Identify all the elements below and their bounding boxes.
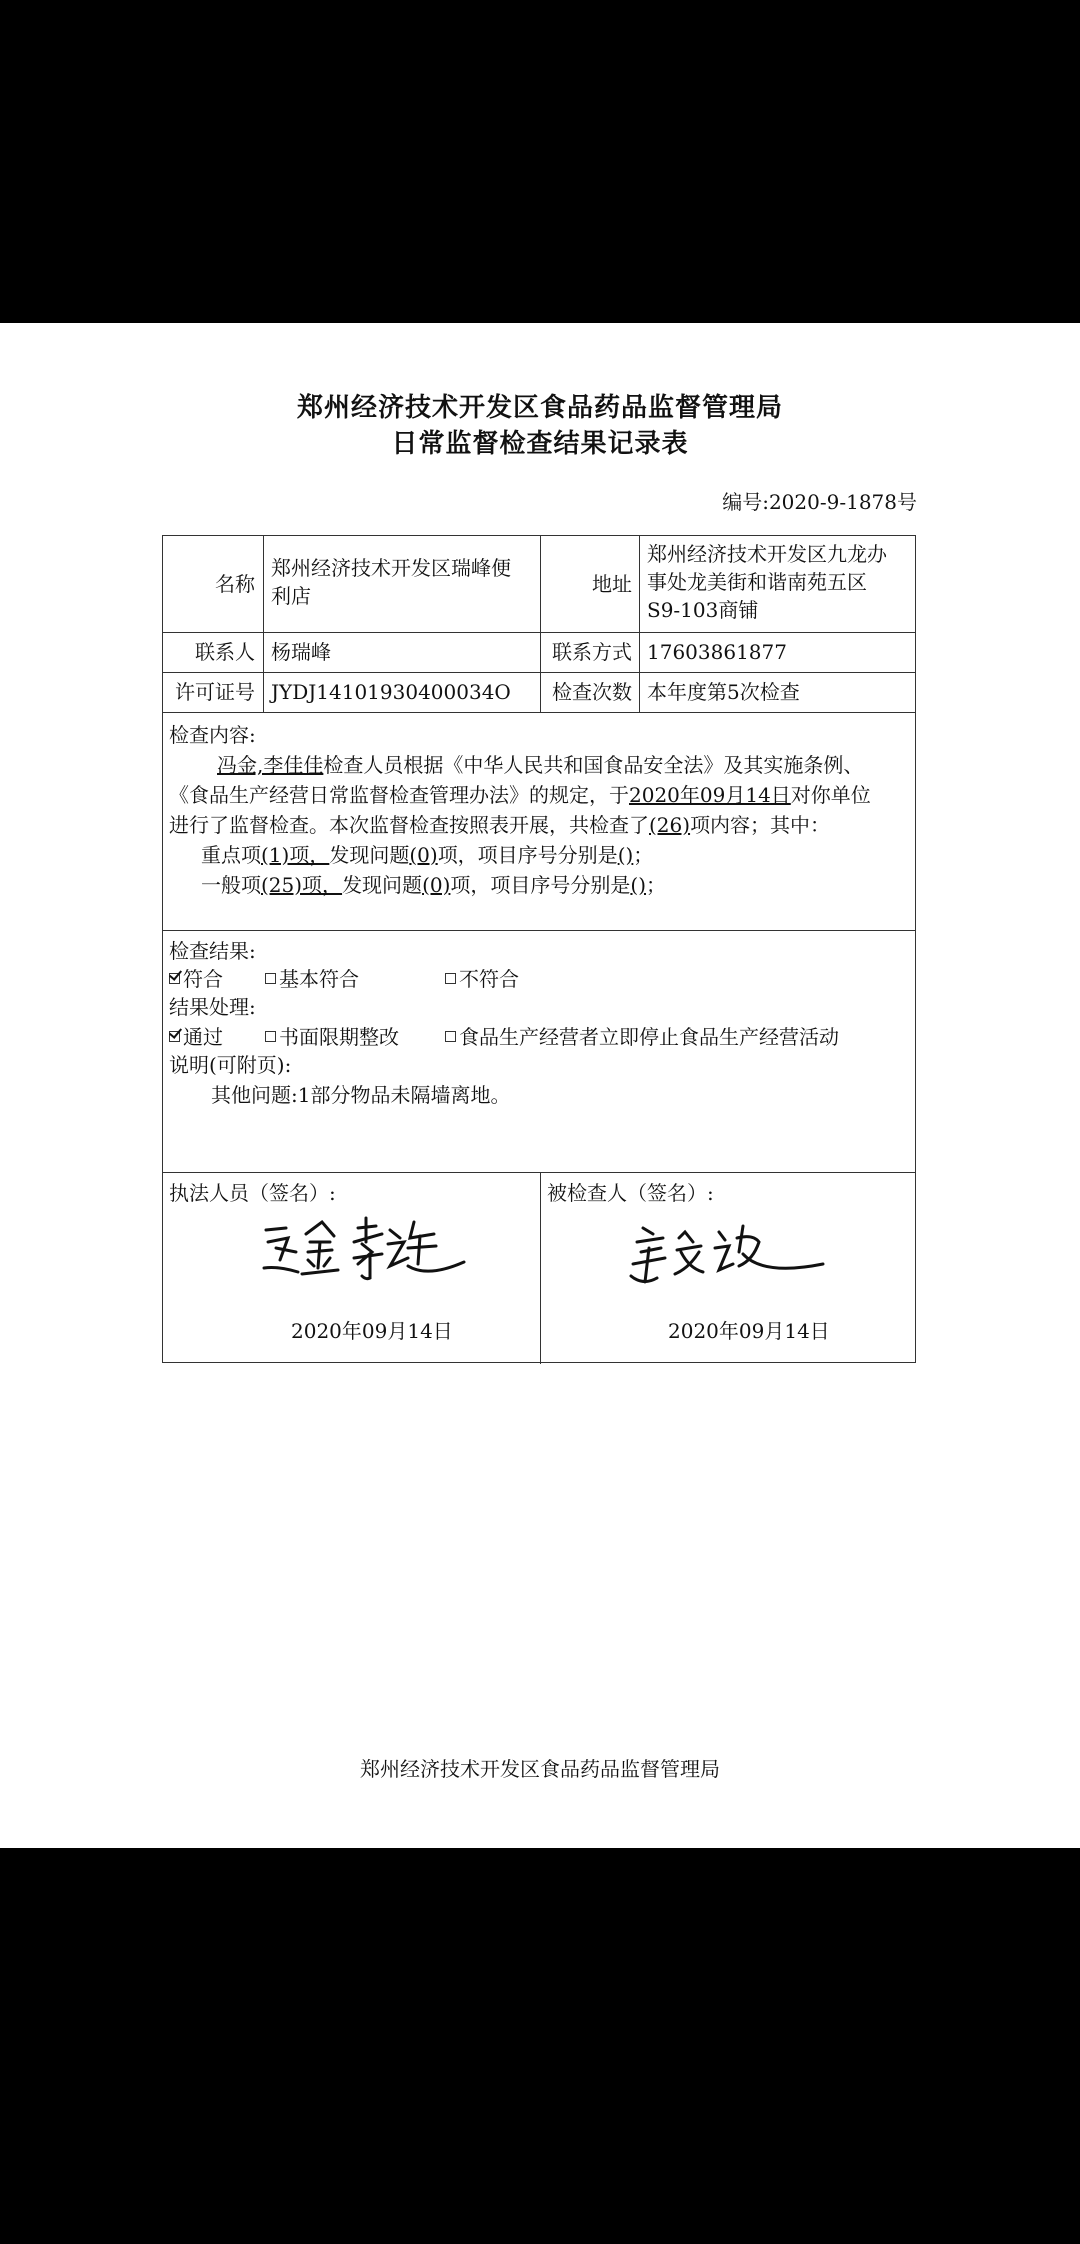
officer-signature-date: 2020年09月14日 — [291, 1319, 453, 1343]
punctuation: ； — [633, 843, 654, 867]
inspected-signature-label: 被检查人（签名）: — [547, 1181, 714, 1205]
content-line1 — [217, 750, 863, 780]
checkbox-icon — [445, 973, 456, 984]
phone-label: 联系方式 — [552, 640, 632, 664]
inspection-count-label: 检查次数 — [552, 680, 632, 704]
inspected-handwritten-signature — [623, 1212, 843, 1292]
general-items-label: 一般项 — [201, 873, 261, 897]
row-divider — [163, 632, 915, 633]
option-label: 不符合 — [459, 967, 519, 991]
document-page — [0, 323, 1080, 1848]
note-text: 其他问题:1部分物品未隔墙离地。 — [211, 1083, 511, 1107]
content-line3 — [169, 810, 830, 840]
name-value-line2: 利店 — [271, 584, 311, 608]
general-issues-label: 发现问题 — [342, 873, 423, 897]
row-divider — [163, 1172, 915, 1173]
general-seq-value: () — [630, 873, 647, 897]
key-issues-label: 发现问题 — [329, 843, 410, 867]
inspection-form — [162, 535, 916, 1363]
general-items-count: (25)项， — [261, 873, 343, 897]
form-title: 日常监督检查结果记录表 — [391, 429, 689, 459]
checked-box-icon — [169, 973, 180, 984]
key-seq-value: () — [617, 843, 634, 867]
content-text: 检查人员根据《中华人民共和国食品安全法》及其实施条例、 — [323, 753, 864, 777]
content-text: 《食品生产经营日常监督检查管理办法》的规定，于 — [169, 783, 629, 807]
col-divider — [540, 1172, 541, 1364]
col-divider — [639, 536, 640, 712]
option-label: 符合 — [183, 967, 223, 991]
agency-title: 郑州经济技术开发区食品药品监督管理局 — [296, 393, 783, 423]
option-label: 食品生产经营者立即停止食品生产经营活动 — [459, 1025, 839, 1049]
content-line2 — [169, 780, 871, 810]
option-label: 书面限期整改 — [279, 1025, 399, 1049]
address-value-line2: 事处龙美街和谐南苑五区 — [647, 570, 867, 594]
punctuation: ； — [646, 873, 667, 897]
option-label: 基本符合 — [279, 967, 359, 991]
general-items-line — [201, 870, 666, 900]
inspector-names: 冯金,李佳佳 — [217, 753, 324, 777]
address-value-line1: 郑州经济技术开发区九龙办 — [647, 542, 887, 566]
content-text: 项内容；其中： — [690, 813, 831, 837]
result-option-nonconform[interactable] — [443, 964, 519, 994]
inspection-date: 2020年09月14日 — [629, 783, 791, 807]
general-issues-count: (0) — [422, 873, 451, 897]
address-label: 地址 — [592, 572, 632, 596]
row-divider — [163, 930, 915, 931]
handling-option-stop[interactable] — [443, 1022, 839, 1052]
checkbox-icon — [265, 1031, 276, 1042]
key-issues-count: (0) — [409, 843, 438, 867]
name-label: 名称 — [215, 572, 255, 596]
contact-value: 杨瑞峰 — [271, 640, 331, 664]
general-seq-label: 项，项目序号分别是 — [450, 873, 631, 897]
checkbox-icon — [265, 973, 276, 984]
handling-option-pass[interactable] — [167, 1022, 223, 1052]
name-value-line1: 郑州经济技术开发区瑞峰便 — [271, 556, 511, 580]
serial-number: 编号:2020-9-1878号 — [722, 490, 917, 514]
key-items-count: (1)项， — [261, 843, 330, 867]
inspected-signature-date: 2020年09月14日 — [668, 1319, 830, 1343]
officer-signature-label: 执法人员（签名）: — [169, 1181, 336, 1205]
handling-heading: 结果处理: — [169, 995, 256, 1019]
content-heading: 检查内容: — [169, 723, 256, 747]
row-divider — [163, 712, 915, 713]
checked-box-icon — [169, 1031, 180, 1042]
address-value-line3: S9-103商铺 — [647, 598, 759, 622]
content-text: 进行了监督检查。本次监督检查按照表开展，共检查了 — [169, 813, 649, 837]
checkbox-icon — [445, 1031, 456, 1042]
footer-agency: 郑州经济技术开发区食品药品监督管理局 — [360, 1757, 720, 1781]
key-items-line — [201, 840, 653, 870]
key-items-label: 重点项 — [201, 843, 261, 867]
key-seq-label: 项，项目序号分别是 — [437, 843, 618, 867]
option-label: 通过 — [183, 1025, 223, 1049]
content-text: 对你单位 — [790, 783, 871, 807]
handling-option-rectify[interactable] — [263, 1022, 399, 1052]
license-label: 许可证号 — [175, 680, 255, 704]
note-heading: 说明(可附页): — [169, 1053, 292, 1077]
col-divider — [263, 536, 264, 712]
total-items: (26) — [649, 813, 691, 837]
result-option-basic[interactable] — [263, 964, 359, 994]
officer-handwritten-signature — [258, 1208, 488, 1288]
contact-label: 联系人 — [195, 640, 255, 664]
inspection-count-value: 本年度第5次检查 — [647, 680, 800, 704]
result-option-conform[interactable] — [167, 964, 223, 994]
result-heading: 检查结果: — [169, 939, 256, 963]
phone-value: 17603861877 — [647, 640, 787, 664]
license-value: JYDJ14101930400034O — [271, 680, 511, 704]
row-divider — [163, 672, 915, 673]
